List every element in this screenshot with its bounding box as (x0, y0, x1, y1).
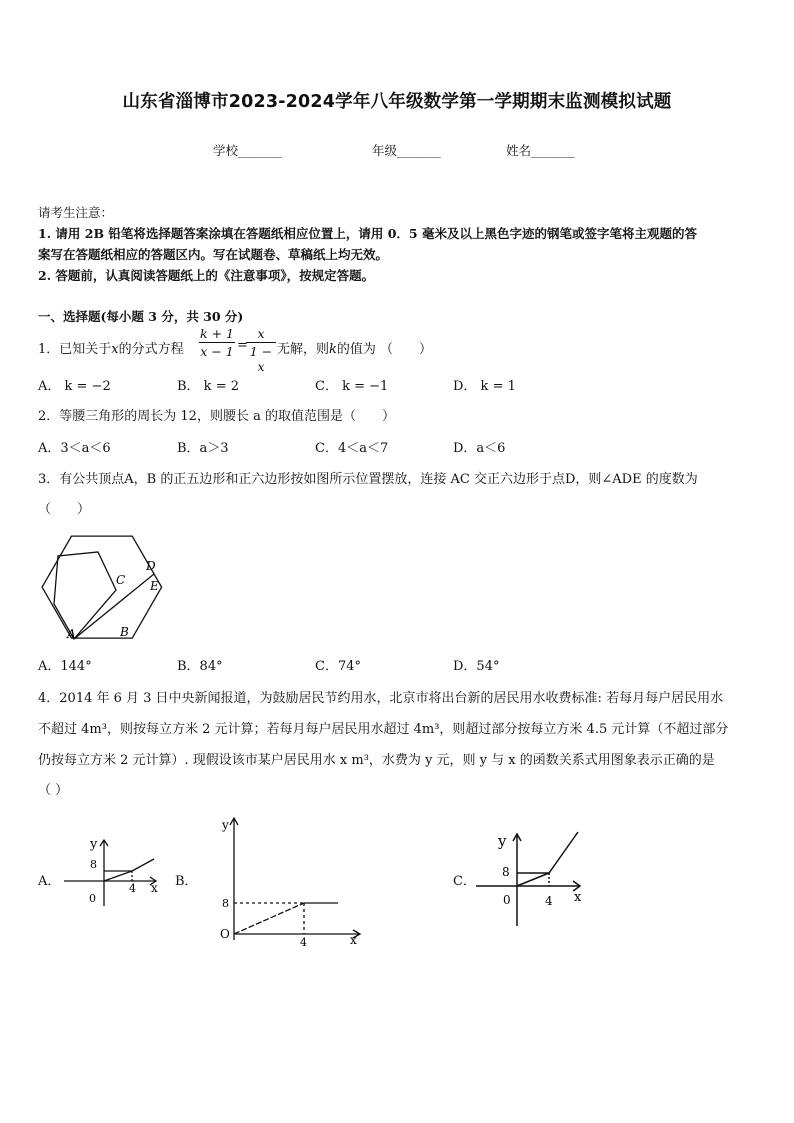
q1-frac1-numerator: k + 1 (200, 326, 234, 341)
q1-suffix (277, 338, 432, 357)
q2-option-b[interactable]: B．a＞3 (177, 441, 229, 456)
segment-rising (104, 871, 132, 881)
q4-graph-b (210, 812, 370, 947)
q4-option-a-label[interactable]: A． (38, 874, 61, 889)
tick-label-4: 4 (545, 894, 553, 908)
q4-line-4: （ ） (38, 783, 69, 798)
axis-label-y: y (498, 832, 507, 850)
axis-label-y: y (222, 818, 229, 832)
q3-stem: 3．有公共顶点A，B 的正五边形和正六边形按如图所示位置摆放，连接 AC 交正六边形于点D，则∠ADE 的度数为 (38, 472, 698, 487)
name-field: 姓名_______ (506, 143, 575, 158)
section-heading: 一、选择题(每小题 3 分，共 30 分) (38, 309, 244, 324)
axis-label-x: x (151, 881, 158, 895)
segment-rising (517, 873, 549, 886)
grade-field: 年级_______ (372, 143, 441, 158)
line-ac (74, 574, 154, 639)
axis-label-x: x (350, 933, 357, 947)
q4-graph-c (470, 826, 595, 930)
q1-suffix-text: 无解，则 (277, 342, 330, 357)
school-field: 学校_______ (213, 143, 282, 158)
pentagon-shape (54, 552, 116, 639)
label-b: B (120, 625, 129, 639)
tick-label-4: 4 (129, 882, 136, 895)
q2-stem: 2．等腰三角形的周长为 12，则腰长 a 的取值范围是（ ） (38, 409, 395, 424)
q4-line-3: 仍按每立方米 2 元计算）. 现假设该市某户居民用水 x m³，水费为 y 元，则 y 与 x 的函数关系式用图象表示正确的是 (38, 753, 715, 768)
q1-option-a[interactable]: A． k = −2 (38, 379, 111, 394)
label-a: A (67, 627, 76, 641)
label-e: E (150, 579, 159, 593)
q4-line-2: 不超过 4m³，则按每立方米 2 元计算；若每月每户居民用水超过 4m³，则超过部分按每立方米 4.5 元计算（不超过部分 (38, 722, 729, 737)
q2-option-a[interactable]: A．3＜a＜6 (38, 441, 111, 456)
q2-option-d[interactable]: D．a＜6 (453, 441, 506, 456)
tick-label-4: 4 (300, 936, 307, 947)
fraction-bar (246, 342, 276, 343)
q2-option-c[interactable]: C．4＜a＜7 (315, 441, 389, 456)
q1-stem (38, 338, 184, 357)
label-c: C (116, 573, 126, 587)
q1-mid: 的分式方程 (118, 342, 184, 357)
q1-option-d[interactable]: D． k = 1 (453, 379, 516, 394)
q3-option-b[interactable]: B．84° (177, 659, 223, 674)
q1-frac2-numerator: x (257, 326, 265, 341)
axis-label-y: y (90, 837, 98, 852)
q4-option-b-label[interactable]: B． (175, 874, 198, 889)
origin-label: 0 (503, 893, 511, 907)
segment-steep (549, 832, 578, 873)
segment-steep (132, 859, 154, 871)
notice-line-1: 1. 请用 2B 铅笔将选择题答案涂填在答题纸相应位置上，请用 0．5 毫米及以上黑色字迹的钢笔或签字笔将主观题的答 (38, 226, 697, 241)
q3-figure-pentagon-hexagon (40, 532, 170, 644)
q1-equals: = (237, 338, 248, 353)
q1-var-x: x (111, 342, 119, 357)
q1-frac2-denominator: 1 − x (249, 344, 273, 374)
q1-frac1-denominator: x − 1 (200, 344, 234, 359)
q3-option-d[interactable]: D．54° (453, 659, 500, 674)
tick-label-8: 8 (222, 897, 229, 910)
hexagon-shape (42, 536, 162, 638)
tick-label-8: 8 (90, 858, 97, 871)
q3-option-c[interactable]: C．74° (315, 659, 361, 674)
q1-option-b[interactable]: B． k = 2 (177, 379, 239, 394)
q1-fraction-2 (246, 326, 276, 374)
axis-label-x: x (574, 890, 582, 905)
origin-label: O (220, 927, 230, 941)
notice-line-3: 2. 答题前，认真阅读答题纸上的《注意事项》，按规定答题。 (38, 268, 375, 283)
origin-label: 0 (89, 892, 96, 905)
q1-prefix: 1．已知关于 (38, 342, 112, 357)
fraction-bar (199, 342, 235, 343)
q4-option-c-label[interactable]: C． (453, 874, 476, 889)
page-title: 山东省淄博市2023-2024学年八年级数学第一学期期末监测模拟试题 (122, 92, 672, 112)
q1-suffix-text-2: 的值为 （ ） (336, 342, 433, 357)
q1-option-c[interactable]: C． k = −1 (315, 379, 389, 394)
q3-option-a[interactable]: A．144° (38, 659, 92, 674)
q1-fraction-1 (199, 326, 235, 359)
q3-paren: （ ） (38, 502, 91, 517)
q4-graph-a (60, 830, 170, 910)
tick-label-8: 8 (502, 865, 510, 879)
segment-rising (234, 903, 304, 934)
q1-var-k: k (329, 342, 337, 357)
label-d: D (146, 559, 156, 573)
notice-line-2: 案写在答题纸相应的答题区内。写在试题卷、草稿纸上均无效。 (38, 247, 389, 262)
notice-heading: 请考生注意： (38, 205, 114, 220)
q4-line-1: 4．2014 年 6 月 3 日中央新闻报道，为鼓励居民节约用水，北京市将出台新的居民用水收费标准: 若每月每户居民用水 (38, 691, 724, 706)
